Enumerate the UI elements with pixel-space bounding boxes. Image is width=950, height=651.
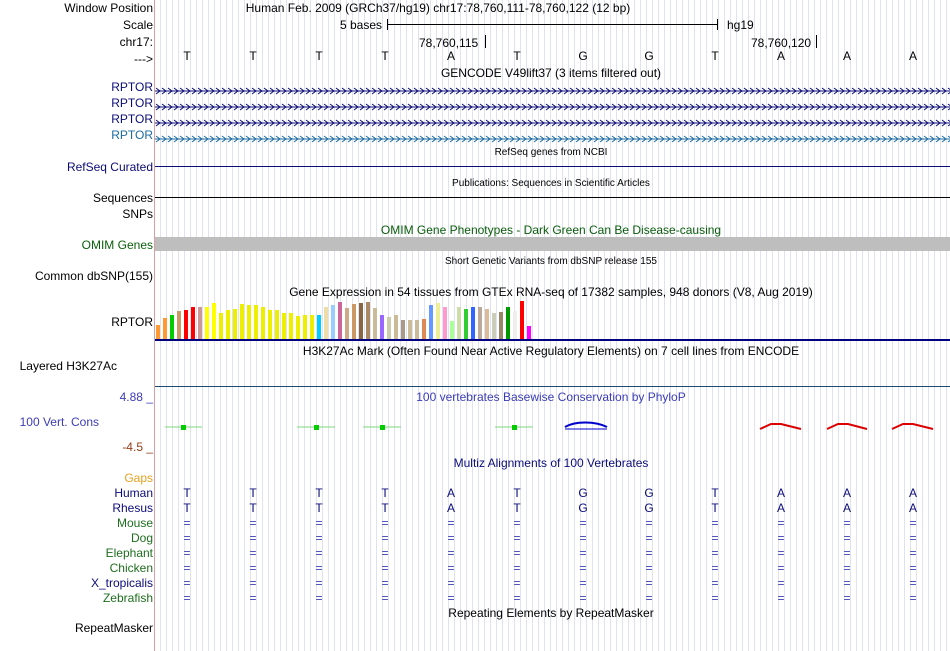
x-tropicalis-conserved-12: =: [909, 576, 917, 590]
gtex-tissue-bar-3[interactable]: [170, 315, 174, 339]
chicken-conserved-6: =: [513, 561, 521, 575]
zebrafish-conserved-6: =: [513, 591, 521, 605]
scale-bar: [387, 24, 718, 25]
chicken-conserved-12: =: [909, 561, 917, 575]
gtex-tissue-bar-41[interactable]: [436, 303, 440, 339]
strand-label: --->: [134, 52, 153, 66]
dog-conserved-11: =: [843, 531, 851, 545]
human-base-7: G: [578, 486, 588, 500]
gencode-transcript-1[interactable]: [155, 84, 950, 98]
multiz-track-title: Multiz Alignments of 100 Vertebrates: [453, 456, 649, 470]
chicken-conserved-9: =: [711, 561, 719, 575]
publications-line[interactable]: [155, 197, 950, 198]
human-base-12: A: [908, 486, 917, 500]
rhesus-base-9: T: [711, 501, 719, 515]
phylop-signal[interactable]: [155, 415, 950, 435]
gtex-tissue-bar-51[interactable]: [506, 307, 510, 339]
x-tropicalis-conserved-11: =: [843, 576, 851, 590]
human-base-9: T: [711, 486, 719, 500]
human-base-4: T: [381, 486, 389, 500]
chicken-conserved-3: =: [315, 561, 323, 575]
rhesus-base-10: A: [776, 501, 785, 515]
gtex-tissue-bar-16[interactable]: [261, 307, 265, 339]
gtex-tissue-bar-35[interactable]: [394, 315, 398, 339]
dbsnp-track-title: Short Genetic Variants from dbSNP release 155: [445, 256, 657, 267]
x-tropicalis-conserved-2: =: [249, 576, 257, 590]
species-label-elephant: Elephant: [105, 546, 153, 560]
gencode-transcript-4[interactable]: [155, 132, 950, 146]
mouse-conserved-12: =: [909, 516, 917, 530]
human-base-11: A: [842, 486, 851, 500]
coord-label-2: 78,760,120: [751, 36, 812, 50]
gtex-baseline: [155, 339, 950, 341]
reference-base-10: A: [776, 49, 785, 63]
chicken-conserved-8: =: [645, 561, 653, 575]
species-label-rhesus: Rhesus: [112, 501, 153, 515]
assembly-label: hg19: [727, 18, 754, 32]
gtex-tissue-bar-19[interactable]: [282, 313, 286, 339]
scale-text: 5 bases: [339, 18, 383, 32]
mouse-conserved-9: =: [711, 516, 719, 530]
phylop-min-label: -4.5 _: [122, 440, 153, 454]
gtex-tissue-bar-52[interactable]: [513, 311, 517, 339]
species-label-chicken: Chicken: [109, 561, 153, 575]
gtex-tissue-bar-20[interactable]: [289, 313, 293, 339]
gtex-tissue-bar-4[interactable]: [177, 311, 181, 339]
gtex-tissue-bar-42[interactable]: [443, 307, 447, 339]
gtex-tissue-bar-23[interactable]: [310, 315, 314, 339]
elephant-conserved-9: =: [711, 546, 719, 560]
gtex-tissue-bar-29[interactable]: [352, 304, 356, 339]
human-base-6: T: [513, 486, 521, 500]
elephant-conserved-7: =: [579, 546, 587, 560]
rhesus-base-1: T: [183, 501, 191, 515]
x-tropicalis-conserved-6: =: [513, 576, 521, 590]
mouse-conserved-1: =: [183, 516, 191, 530]
reference-base-6: T: [513, 49, 521, 63]
sequences-label[interactable]: Sequences: [92, 191, 153, 205]
elephant-conserved-10: =: [777, 546, 785, 560]
window-position-text: Human Feb. 2009 (GRCh37/hg19) chr17:78,760,111-78,760,122 (12 bp): [245, 1, 631, 15]
gencode-track-title: GENCODE V49lift37 (3 items filtered out): [440, 66, 662, 80]
gtex-tissue-bar-6[interactable]: [191, 307, 195, 339]
gtex-tissue-bar-50[interactable]: [499, 312, 503, 339]
gtex-tissue-bar-33[interactable]: [380, 315, 384, 339]
gtex-tissue-bar-27[interactable]: [338, 302, 342, 339]
gtex-tissue-bar-5[interactable]: [184, 310, 188, 339]
track-labels-panel: [0, 0, 155, 651]
gtex-tissue-bar-13[interactable]: [240, 304, 244, 339]
rhesus-base-11: A: [842, 501, 851, 515]
rhesus-base-8: G: [644, 501, 654, 515]
coord-tick-2: [816, 35, 817, 48]
gtex-tissue-bar-7[interactable]: [198, 307, 202, 339]
gene-label-rptor-1[interactable]: RPTOR: [111, 80, 153, 94]
zebrafish-conserved-4: =: [381, 591, 389, 605]
zebrafish-conserved-5: =: [447, 591, 455, 605]
mouse-conserved-6: =: [513, 516, 521, 530]
species-label-mouse: Mouse: [116, 516, 153, 530]
zebrafish-conserved-12: =: [909, 591, 917, 605]
chicken-conserved-11: =: [843, 561, 851, 575]
gene-label-rptor-3[interactable]: RPTOR: [111, 112, 153, 126]
gtex-tissue-bar-43[interactable]: [450, 321, 454, 339]
repeatmasker-label[interactable]: RepeatMasker: [74, 621, 153, 635]
repeatmasker-track-title: Repeating Elements by RepeatMasker: [448, 606, 654, 620]
gtex-tissue-bar-45[interactable]: [464, 309, 468, 339]
gtex-tissue-bar-18[interactable]: [275, 310, 279, 339]
dog-conserved-5: =: [447, 531, 455, 545]
reference-base-5: A: [446, 49, 455, 63]
gtex-tissue-bar-49[interactable]: [492, 313, 496, 339]
elephant-conserved-1: =: [183, 546, 191, 560]
human-base-8: G: [644, 486, 654, 500]
zebrafish-conserved-2: =: [249, 591, 257, 605]
human-base-5: A: [446, 486, 455, 500]
gtex-tissue-bar-28[interactable]: [345, 308, 349, 339]
mouse-conserved-10: =: [777, 516, 785, 530]
gtex-tissue-bar-30[interactable]: [359, 303, 363, 339]
human-base-10: A: [776, 486, 785, 500]
dbsnp-label[interactable]: Common dbSNP(155): [34, 269, 153, 283]
gtex-tissue-bar-48[interactable]: [485, 309, 489, 339]
dog-conserved-10: =: [777, 531, 785, 545]
gtex-tissue-bar-11[interactable]: [226, 310, 230, 339]
gtex-tissue-bar-34[interactable]: [387, 317, 391, 339]
dog-conserved-4: =: [381, 531, 389, 545]
gtex-tissue-bar-12[interactable]: [233, 309, 237, 339]
dog-conserved-12: =: [909, 531, 917, 545]
dog-conserved-1: =: [183, 531, 191, 545]
mouse-conserved-7: =: [579, 516, 587, 530]
phylop-max-label: 4.88 _: [119, 390, 153, 404]
gencode-transcript-2[interactable]: [155, 100, 950, 114]
mouse-conserved-2: =: [249, 516, 257, 530]
human-base-1: T: [183, 486, 191, 500]
species-label-dog: Dog: [130, 531, 153, 545]
rhesus-base-12: A: [908, 501, 917, 515]
snps-label[interactable]: SNPs: [122, 207, 153, 221]
zebrafish-conserved-10: =: [777, 591, 785, 605]
reference-base-12: A: [908, 49, 917, 63]
rhesus-base-4: T: [381, 501, 389, 515]
mouse-conserved-4: =: [381, 516, 389, 530]
omim-label[interactable]: OMIM Genes: [81, 238, 153, 252]
species-label-x-tropicalis: X_tropicalis: [90, 576, 153, 590]
gtex-tissue-bar-46[interactable]: [471, 307, 475, 339]
gtex-tissue-bar-17[interactable]: [268, 310, 272, 339]
elephant-conserved-12: =: [909, 546, 917, 560]
gencode-transcript-3[interactable]: [155, 116, 950, 130]
gene-label-rptor-2[interactable]: RPTOR: [111, 96, 153, 110]
human-base-3: T: [315, 486, 323, 500]
gtex-tissue-bar-9[interactable]: [212, 303, 216, 339]
reference-base-2: T: [249, 49, 257, 63]
zebrafish-conserved-7: =: [579, 591, 587, 605]
h3k27ac-baseline: [155, 386, 950, 387]
gtex-tissue-bar-14[interactable]: [247, 305, 251, 339]
refseq-gene-line[interactable]: [155, 166, 950, 167]
gtex-tissue-bar-10[interactable]: [219, 313, 223, 339]
elephant-conserved-4: =: [381, 546, 389, 560]
chicken-conserved-5: =: [447, 561, 455, 575]
elephant-conserved-6: =: [513, 546, 521, 560]
elephant-conserved-3: =: [315, 546, 323, 560]
coord-label-1: 78,760,115: [419, 36, 479, 50]
zebrafish-conserved-11: =: [843, 591, 851, 605]
gtex-tissue-bar-25[interactable]: [324, 307, 328, 339]
dog-conserved-6: =: [513, 531, 521, 545]
dog-conserved-9: =: [711, 531, 719, 545]
zebrafish-conserved-8: =: [645, 591, 653, 605]
mouse-conserved-3: =: [315, 516, 323, 530]
refseq-label[interactable]: RefSeq Curated: [66, 160, 153, 174]
mouse-conserved-8: =: [645, 516, 653, 530]
gtex-tissue-bar-39[interactable]: [422, 319, 426, 339]
reference-base-9: T: [711, 49, 719, 63]
dog-conserved-8: =: [645, 531, 653, 545]
elephant-conserved-5: =: [447, 546, 455, 560]
mouse-conserved-5: =: [447, 516, 455, 530]
reference-base-1: T: [183, 49, 191, 63]
h3k27ac-label[interactable]: Layered H3K27Ac: [19, 359, 117, 373]
publications-track-title: Publications: Sequences in Scientific Articles: [452, 178, 650, 189]
x-tropicalis-conserved-3: =: [315, 576, 323, 590]
gtex-tissue-bar-22[interactable]: [303, 315, 307, 339]
x-tropicalis-conserved-9: =: [711, 576, 719, 590]
species-label-human: Human: [114, 486, 153, 500]
human-base-2: T: [249, 486, 257, 500]
reference-base-7: G: [578, 49, 588, 63]
gene-label-rptor-4[interactable]: RPTOR: [111, 128, 153, 142]
phylop-track-title: 100 vertebrates Basewise Conservation by PhyloP: [416, 390, 686, 404]
gtex-tissue-bar-47[interactable]: [478, 307, 482, 339]
x-tropicalis-conserved-4: =: [381, 576, 389, 590]
gtex-tissue-bar-1[interactable]: [156, 325, 160, 339]
omim-gene-bar[interactable]: [155, 237, 950, 251]
window-position-label: Window Position: [64, 1, 153, 15]
reference-base-11: A: [842, 49, 851, 63]
dog-conserved-7: =: [579, 531, 587, 545]
gtex-gene-label[interactable]: RPTOR: [111, 315, 153, 329]
phylop-label[interactable]: 100 Vert. Cons: [19, 415, 99, 429]
gtex-tissue-bar-40[interactable]: [429, 305, 433, 339]
refseq-track-title: RefSeq genes from NCBI: [494, 147, 608, 158]
rhesus-base-3: T: [315, 501, 323, 515]
x-tropicalis-conserved-10: =: [777, 576, 785, 590]
chicken-conserved-10: =: [777, 561, 785, 575]
gtex-expression-chart[interactable]: [156, 298, 536, 339]
rhesus-base-6: T: [513, 501, 521, 515]
zebrafish-conserved-3: =: [315, 591, 323, 605]
gtex-tissue-bar-21[interactable]: [296, 316, 300, 339]
gtex-tissue-bar-36[interactable]: [401, 320, 405, 339]
rhesus-base-5: A: [446, 501, 455, 515]
zebrafish-conserved-9: =: [711, 591, 719, 605]
chrom-label: chr17:: [119, 35, 153, 49]
mouse-conserved-11: =: [843, 516, 851, 530]
rhesus-base-7: G: [578, 501, 588, 515]
x-tropicalis-conserved-7: =: [579, 576, 587, 590]
x-tropicalis-conserved-1: =: [183, 576, 191, 590]
reference-base-3: T: [315, 49, 323, 63]
gtex-tissue-bar-8[interactable]: [205, 307, 209, 339]
track-image-panel[interactable]: [155, 0, 950, 651]
gtex-tissue-bar-31[interactable]: [366, 302, 370, 339]
elephant-conserved-8: =: [645, 546, 653, 560]
chicken-conserved-1: =: [183, 561, 191, 575]
gtex-tissue-bar-2[interactable]: [163, 318, 167, 339]
omim-track-title: OMIM Gene Phenotypes - Dark Green Can Be Disease-causing: [380, 223, 722, 237]
reference-base-8: G: [644, 49, 654, 63]
x-tropicalis-conserved-5: =: [447, 576, 455, 590]
gtex-tissue-bar-54[interactable]: [527, 326, 531, 339]
scale-label: Scale: [122, 18, 153, 32]
h3k27ac-track-title: H3K27Ac Mark (Often Found Near Active Regulatory Elements) on 7 cell lines from ENCODE: [302, 344, 800, 358]
gtex-tissue-bar-15[interactable]: [254, 305, 258, 339]
chicken-conserved-4: =: [381, 561, 389, 575]
gtex-tissue-bar-24[interactable]: [317, 315, 321, 339]
elephant-conserved-11: =: [843, 546, 851, 560]
x-tropicalis-conserved-8: =: [645, 576, 653, 590]
gtex-tissue-bar-38[interactable]: [415, 320, 419, 339]
rhesus-base-2: T: [249, 501, 257, 515]
reference-base-4: T: [381, 49, 389, 63]
gtex-tissue-bar-37[interactable]: [408, 320, 412, 339]
chicken-conserved-7: =: [579, 561, 587, 575]
dog-conserved-2: =: [249, 531, 257, 545]
gtex-tissue-bar-26[interactable]: [331, 305, 335, 339]
gaps-label[interactable]: Gaps: [124, 471, 153, 485]
chicken-conserved-2: =: [249, 561, 257, 575]
elephant-conserved-2: =: [249, 546, 257, 560]
zebrafish-conserved-1: =: [183, 591, 191, 605]
species-label-zebrafish: Zebrafish: [102, 591, 153, 605]
gtex-track-title: Gene Expression in 54 tissues from GTEx RNA-seq of 17382 samples, 948 donors (V8, Aug 2019): [289, 285, 813, 299]
gtex-tissue-bar-53[interactable]: [520, 301, 524, 339]
gtex-tissue-bar-32[interactable]: [373, 308, 377, 339]
dog-conserved-3: =: [315, 531, 323, 545]
gtex-tissue-bar-44[interactable]: [457, 307, 461, 339]
coord-tick-1: [485, 35, 486, 48]
